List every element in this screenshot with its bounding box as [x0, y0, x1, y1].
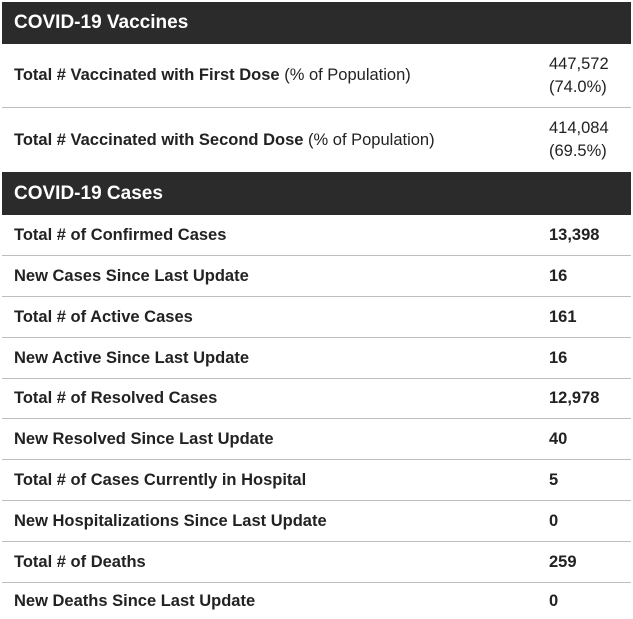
- table-row: [2, 215, 631, 256]
- table-row: [2, 583, 631, 619]
- row-label-suffix: (% of Population): [284, 66, 411, 84]
- row-count: 447,572: [549, 54, 609, 73]
- table-row: [2, 501, 631, 542]
- row-value: 12,978: [549, 389, 600, 407]
- row-label-suffix: (% of Population): [308, 130, 435, 149]
- table-row: [2, 460, 631, 501]
- row-value: 0: [549, 511, 559, 530]
- table-row: [2, 379, 631, 419]
- cases-section-header: [2, 172, 631, 215]
- table-row: [2, 256, 631, 297]
- row-value: 16: [549, 266, 568, 285]
- vaccines-section-title: COVID-19 Vaccines: [14, 12, 189, 33]
- row-value: 40: [549, 429, 568, 448]
- table-row: [2, 297, 631, 338]
- row-label: [14, 66, 411, 85]
- row-label: [14, 131, 435, 150]
- row-label: Total # of Confirmed Cases: [14, 225, 227, 244]
- row-label: Total # of Resolved Cases: [14, 389, 218, 407]
- vaccines-section-header: [2, 2, 631, 44]
- cases-section-title: COVID-19 Cases: [14, 182, 163, 204]
- row-value: 16: [549, 348, 568, 367]
- row-value: 5: [549, 470, 559, 489]
- row-value: 13,398: [549, 225, 600, 244]
- row-label: Total # of Deaths: [14, 552, 146, 571]
- row-label-text: Total # Vaccinated with First Dose: [14, 66, 280, 84]
- row-value: 161: [549, 307, 577, 326]
- row-label-text: Total # Vaccinated with Second Dose: [14, 130, 304, 149]
- row-percent: (69.5%): [549, 142, 607, 160]
- table-row: [2, 542, 631, 583]
- row-percent: (74.0%): [549, 77, 607, 96]
- row-label: Total # of Cases Currently in Hospital: [14, 470, 307, 489]
- row-value: [549, 117, 609, 163]
- table-row: [2, 419, 631, 460]
- row-value: 0: [549, 591, 559, 610]
- row-label: New Cases Since Last Update: [14, 266, 249, 285]
- row-label: New Deaths Since Last Update: [14, 591, 256, 610]
- row-value: [549, 53, 609, 99]
- table-row: [2, 338, 631, 379]
- row-label: Total # of Active Cases: [14, 307, 193, 326]
- row-label: New Hospitalizations Since Last Update: [14, 511, 327, 530]
- table-row: [2, 108, 631, 172]
- row-count: 414,084: [549, 119, 609, 137]
- table-row: [2, 44, 631, 108]
- row-value: 259: [549, 552, 577, 571]
- row-label: New Active Since Last Update: [14, 348, 250, 367]
- row-label: New Resolved Since Last Update: [14, 429, 274, 448]
